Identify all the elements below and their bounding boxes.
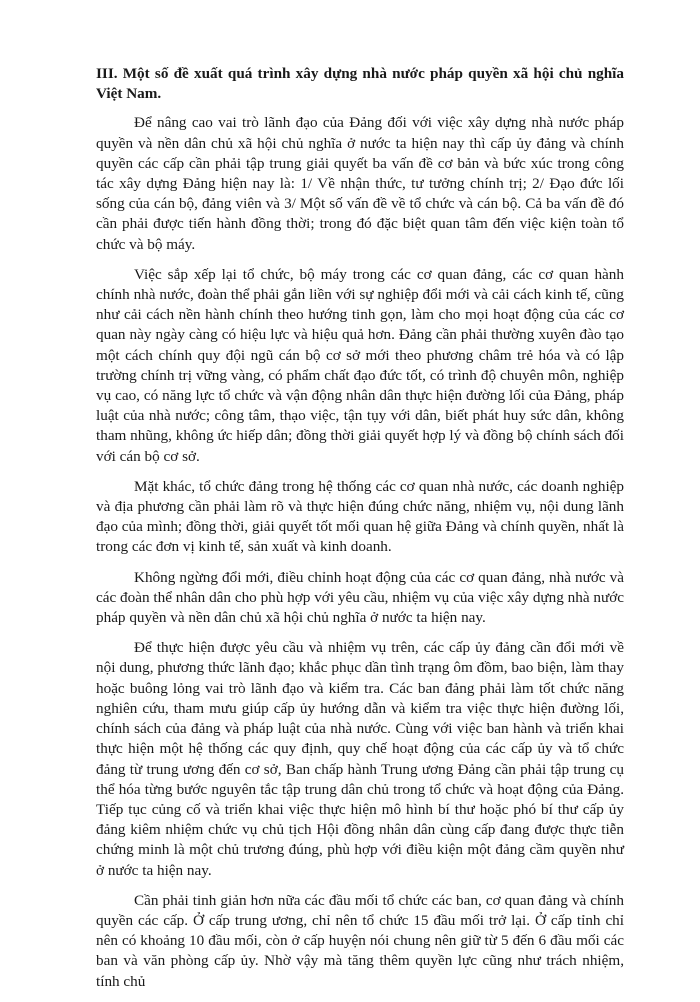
paragraph-5: Để thực hiện được yêu cầu và nhiệm vụ trên, các cấp ủy đảng cần đổi mới về nội dung, phương thức lãnh đạo; khắc phục dần tình trạng ôm đồm, bao biện, làm thay hoặc buông lỏng vai trò lãnh đạo và kiểm tra. Các ban đảng phải làm tốt chức năng nghiên cứu, tham mưu giúp cấp ủy hướng dẫn và kiểm tra việc thực hiện đường lối, chính sách của đảng và pháp luật của nhà nước. Cùng với việc ban hành và triển khai thực hiện một hệ thống các quy định, quy chế hoạt động của các cấp ủy và tổ chức đảng từ trung ương đến cơ sở, Ban chấp hành Trung ương Đảng cần phải tập trung cụ thể hóa từng bước nguyên tắc tập trung dân chủ trong tổ chức và hoạt động của Đảng. Tiếp tục củng cố và triển khai việc thực hiện mô hình bí thư hoặc phó bí thư cấp ủy đảng kiêm nhiệm chức vụ chủ tịch Hội đồng nhân dân cùng cấp đang được thực tiễn chứng minh là một chủ trương đúng, phù hợp với điều kiện một đảng cầm quyền như ở nước ta hiện nay.: [96, 639, 624, 879]
paragraph-6: Cần phải tinh giản hơn nữa các đầu mối tổ chức các ban, cơ quan đảng và chính quyền các cấp. Ở cấp trung ương, chỉ nên tổ chức 15 đầu mối trở lại. Ở cấp tỉnh chỉ nên có khoảng 10 đầu mối, còn ở cấp huyện nói chung nên giữ từ 5 đến 6 đầu mối các ban và văn phòng cấp ủy. Nhờ vậy mà tăng thêm quyền lực cũng như trách nhiệm, tính chủ: [96, 891, 624, 990]
paragraph-3: Mặt khác, tổ chức đảng trong hệ thống các cơ quan nhà nước, các doanh nghiệp và địa phương cần phải làm rõ và thực hiện đúng chức năng, nhiệm vụ, nội dung lãnh đạo của mình; đồng thời, giải quyết tốt mối quan hệ giữa Đảng và chính quyền, nhất là trong các đơn vị kinh tế, sản xuất và kinh doanh.: [96, 477, 624, 556]
paragraph-2: Việc sắp xếp lại tổ chức, bộ máy trong các cơ quan đảng, các cơ quan hành chính nhà nước, đoàn thể phải gắn liền với sự nghiệp đổi mới và cải cách kinh tế, cũng như cải cách nền hành chính theo hướng tinh gọn, làm cho mọi hoạt động của các cơ quan này ngày càng có hiệu lực và hiệu quả hơn. Đảng cần phải thường xuyên đào tạo một cách chính quy đội ngũ cán bộ cơ sở mới theo phương châm trẻ hóa và có lập trường chính trị vững vàng, có phẩm chất đạo đức tốt, có trình độ chuyên môn, nghiệp vụ cao, có năng lực tổ chức và vận động nhân dân thực hiện đường lối của Đảng, pháp luật của nhà nước; công tâm, thạo việc, tận tụy với dân, biết phát huy sức dân, không tham nhũng, không ức hiếp dân; đồng thời giải quyết hợp lý và đồng bộ chính sách đối với cán bộ cơ sở.: [96, 265, 624, 465]
paragraph-4: Không ngừng đổi mới, điều chỉnh hoạt động của các cơ quan đảng, nhà nước và các đoàn thể nhân dân cho phù hợp với yêu cầu, nhiệm vụ của việc xây dựng nhà nước pháp quyền và nền dân chủ xã hội chủ nghĩa ở nước ta hiện nay.: [96, 568, 624, 627]
document-page: [96, 64, 624, 1002]
paragraph-1: Để nâng cao vai trò lãnh đạo của Đảng đối với việc xây dựng nhà nước pháp quyền và nền dân chủ xã hội chủ nghĩa ở nước ta hiện nay thì cấp ủy đảng và chính quyền các cấp cần phải tập trung giải quyết ba vấn đề cơ bản và bức xúc trong công tác xây dựng Đảng hiện nay là: 1/ Về nhận thức, tư tưởng chính trị; 2/ Đạo đức lối sống của cán bộ, đảng viên và 3/ Một số vấn đề về tổ chức và cán bộ. Cả ba vấn đề đó cần phải được tiến hành đồng thời; trong đó đặc biệt quan tâm đến việc kiện toàn tổ chức và bộ máy.: [96, 114, 624, 253]
section-heading: III. Một số đề xuất quá trình xây dựng nhà nước pháp quyền xã hội chủ nghĩa Việt Nam.: [96, 65, 624, 103]
